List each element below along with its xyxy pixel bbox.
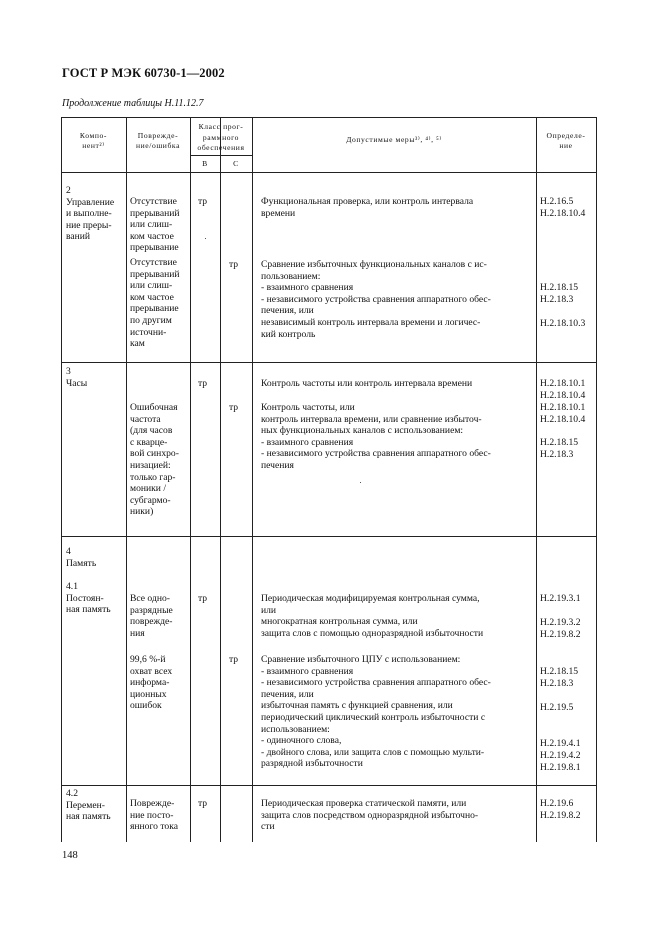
- failure-cell: частота: [130, 413, 161, 425]
- measure-text: Периодическая модифицируемая контрольная сумма,: [261, 593, 480, 604]
- failure-cell: прерываний: [130, 268, 180, 280]
- measure-text: разрядной избыточности: [261, 758, 363, 770]
- component-cell: Управление: [66, 196, 115, 208]
- definition-ref: H.2.19.5: [540, 702, 574, 713]
- measure-text: сти: [261, 821, 275, 833]
- failure-cell: вой синхро-: [130, 448, 179, 460]
- failure-cell: с кварце-: [130, 436, 168, 448]
- definition-ref: H.2.18.3: [540, 448, 574, 460]
- definition-ref: H.2.19.3.2: [540, 617, 581, 628]
- failure-cell: ние посто-: [130, 809, 174, 821]
- scan-speck: [205, 238, 206, 239]
- failure-cell: Все одно-: [130, 593, 170, 604]
- failure-cell: моники /: [130, 483, 166, 495]
- measure-text: Периодическая проверка статической памяти, или: [261, 798, 467, 809]
- definition-ref: H.2.18.15: [540, 282, 579, 293]
- failure-cell: прерывание: [130, 303, 179, 315]
- definition-header: ние: [559, 141, 573, 150]
- failure-cell: ком частое: [130, 230, 174, 242]
- table-column-border: [220, 117, 221, 842]
- scan-speck: [360, 482, 361, 483]
- component-cell: ваний: [66, 231, 91, 243]
- measure-text: Сравнение избыточных функциональных каналов с ис-: [261, 259, 487, 270]
- measure-text: Сравнение избыточного ЦПУ с использованием:: [261, 654, 461, 665]
- measure-text: Контроль частоты или контроль интервала времени: [261, 378, 473, 389]
- component-cell: и выполне-: [66, 208, 112, 220]
- component-cell: ная память: [66, 604, 111, 616]
- measure-text: независимый контроль интервала времени и логичес-: [261, 317, 481, 328]
- failure-cell: Отсутствие: [130, 257, 177, 268]
- table-column-border: [190, 117, 191, 842]
- measure-text: - взаимного сравнения: [261, 436, 354, 448]
- failure-cell: ционных: [130, 688, 167, 700]
- measure-text: кий контроль: [261, 328, 316, 340]
- definition-ref: H.2.18.10.4: [540, 207, 586, 219]
- measure-text: - одиночного слова,: [261, 735, 342, 747]
- failure-cell: по другим: [130, 315, 172, 326]
- measure-text: защита слов посредством одноразрядной избыточно-: [261, 809, 479, 821]
- definition-ref: H.2.19.4.1: [540, 738, 581, 749]
- component-cell: Перемен-: [66, 799, 105, 811]
- failure-cell: кам: [130, 338, 145, 350]
- definition-ref: H.2.19.8.2: [540, 809, 581, 821]
- failure-cell: ком частое: [130, 291, 174, 303]
- failure-cell: ники): [130, 506, 154, 518]
- measure-text: многократная контрольная сумма, или: [261, 616, 418, 628]
- document-header: ГОСТ Р МЭК 60730-1—2002: [62, 66, 225, 80]
- failure-cell: (для часов: [130, 425, 173, 437]
- software-class-header: раммного: [202, 132, 240, 142]
- measure-text: избыточная память с функцией сравнения, или: [261, 700, 453, 712]
- failure-cell: низацией:: [130, 460, 171, 471]
- failure-cell: Ошибочная: [130, 402, 178, 413]
- failure-cell: 99,6 %-й: [130, 654, 166, 665]
- software-class-header: Класс прог-: [198, 122, 244, 131]
- measure-text: периодический циклический контроль избыточности с: [261, 712, 486, 723]
- measure-text: защита слов с помощью одноразрядной избыточности: [261, 627, 484, 639]
- table-column-border: [126, 117, 127, 842]
- class-b-header: В: [202, 159, 208, 168]
- class-c-header: С: [233, 159, 239, 168]
- measure-text: использованием:: [261, 723, 330, 735]
- definition-ref: H.2.18.10.3: [540, 318, 586, 329]
- failure-cell: или слиш-: [130, 219, 173, 231]
- component-cell: 3: [66, 366, 71, 377]
- measure-text: Функциональная проверка, или контроль интервала: [261, 196, 474, 207]
- table-row-border: [61, 172, 597, 173]
- class-b-mark: тр: [198, 593, 208, 604]
- software-class-header: обеспечения: [197, 143, 245, 152]
- definition-ref: H.2.19.3.1: [540, 593, 581, 604]
- failure-cell: прерывание: [130, 242, 179, 254]
- failure-cell: источни-: [130, 326, 167, 338]
- class-header-divider: [190, 155, 252, 156]
- failure-cell: только гар-: [130, 471, 176, 483]
- definition-ref: H.2.18.10.1: [540, 402, 586, 413]
- failure-header: ние/ошибка: [135, 141, 181, 150]
- class-b-mark: тр: [198, 196, 208, 207]
- class-c-mark: тр: [229, 259, 239, 270]
- failure-cell: поврежде-: [130, 616, 173, 628]
- component-header: нент²⁾: [82, 141, 105, 150]
- measure-text: - независимого устройства сравнения аппаратного обес-: [261, 677, 491, 689]
- component-cell: 4.2: [66, 788, 78, 799]
- component-cell: Память: [66, 557, 97, 569]
- definition-ref: H.2.18.15: [540, 666, 579, 677]
- definition-ref: H.2.18.3: [540, 678, 574, 689]
- failure-cell: ния: [130, 627, 145, 639]
- failure-cell: прерываний: [130, 207, 180, 219]
- definition-ref: H.2.19.8.2: [540, 629, 581, 640]
- definition-ref: H.2.19.8.1: [540, 762, 581, 773]
- table-row-border: [61, 785, 597, 786]
- table-column-border: [252, 117, 253, 842]
- definition-ref: H.2.16.5: [540, 196, 574, 207]
- failure-cell: Отсутствие: [130, 196, 177, 207]
- component-cell: Часы: [66, 377, 88, 389]
- table-top-border: [61, 117, 597, 118]
- measure-text: - взаимного сравнения: [261, 282, 354, 294]
- failure-cell: или слиш-: [130, 280, 173, 292]
- measure-text: контроль интервала времени, или сравнение избыточ-: [261, 413, 482, 425]
- definition-ref: H.2.18.10.1: [540, 378, 586, 389]
- component-cell: Постоян-: [66, 592, 104, 604]
- definition-ref: H.2.18.10.4: [540, 413, 586, 425]
- component-cell: ние преры-: [66, 219, 112, 231]
- failure-cell: информа-: [130, 677, 170, 689]
- table-column-border: [61, 117, 62, 842]
- failure-cell: янного тока: [130, 821, 179, 833]
- measure-text: - двойного слова, или защита слов с помощью мульти-: [261, 746, 485, 758]
- measure-text: - взаимного сравнения: [261, 665, 354, 677]
- measure-text: - независимого устройства сравнения аппаратного обес-: [261, 448, 491, 460]
- measure-text: печения, или: [261, 688, 314, 700]
- failure-cell: ошибок: [130, 700, 162, 712]
- definition-ref: H.2.18.10.4: [540, 389, 586, 401]
- measure-text: или: [261, 604, 277, 616]
- measure-text: времени: [261, 207, 296, 219]
- component-header: Компо-: [79, 131, 108, 140]
- failure-cell: субгармо-: [130, 494, 171, 506]
- measure-text: ных функциональных каналов с использованием:: [261, 425, 464, 437]
- failure-cell: Поврежде-: [130, 798, 175, 809]
- page-number: 148: [62, 850, 78, 861]
- failure-cell: разрядные: [130, 604, 173, 616]
- component-cell: 4.1: [66, 581, 78, 592]
- failure-cell: охват всех: [130, 665, 173, 677]
- definition-ref: H.2.19.4.2: [540, 750, 581, 761]
- class-c-mark: тр: [229, 654, 239, 665]
- measure-text: печения, или: [261, 305, 314, 317]
- failure-header: Поврежде-: [137, 131, 179, 140]
- definition-ref: H.2.18.15: [540, 437, 579, 448]
- measure-text: - независимого устройства сравнения аппаратного обес-: [261, 293, 491, 305]
- class-b-mark: тр: [198, 378, 208, 389]
- measure-text: пользованием:: [261, 270, 321, 282]
- component-cell: 2: [66, 185, 71, 196]
- definition-ref: H.2.18.3: [540, 293, 574, 305]
- table-row-border: [61, 362, 597, 363]
- table-column-border: [536, 117, 537, 842]
- definition-header: Определе-: [546, 131, 586, 140]
- definition-ref: H.2.19.6: [540, 798, 574, 809]
- table-column-border: [596, 117, 597, 842]
- class-c-mark: тр: [229, 402, 239, 413]
- table-caption: Продолжение таблицы Н.11.12.7: [62, 98, 204, 109]
- component-cell: 4: [66, 546, 71, 557]
- measure-text: печения: [261, 460, 294, 471]
- component-cell: ная память: [66, 811, 111, 823]
- measure-text: Контроль частоты, или: [261, 402, 355, 413]
- class-b-mark: тр: [198, 798, 208, 809]
- table-row-border: [61, 536, 597, 537]
- measures-header: Допустимые меры³⁾, ⁴⁾, ⁵⁾: [346, 135, 442, 144]
